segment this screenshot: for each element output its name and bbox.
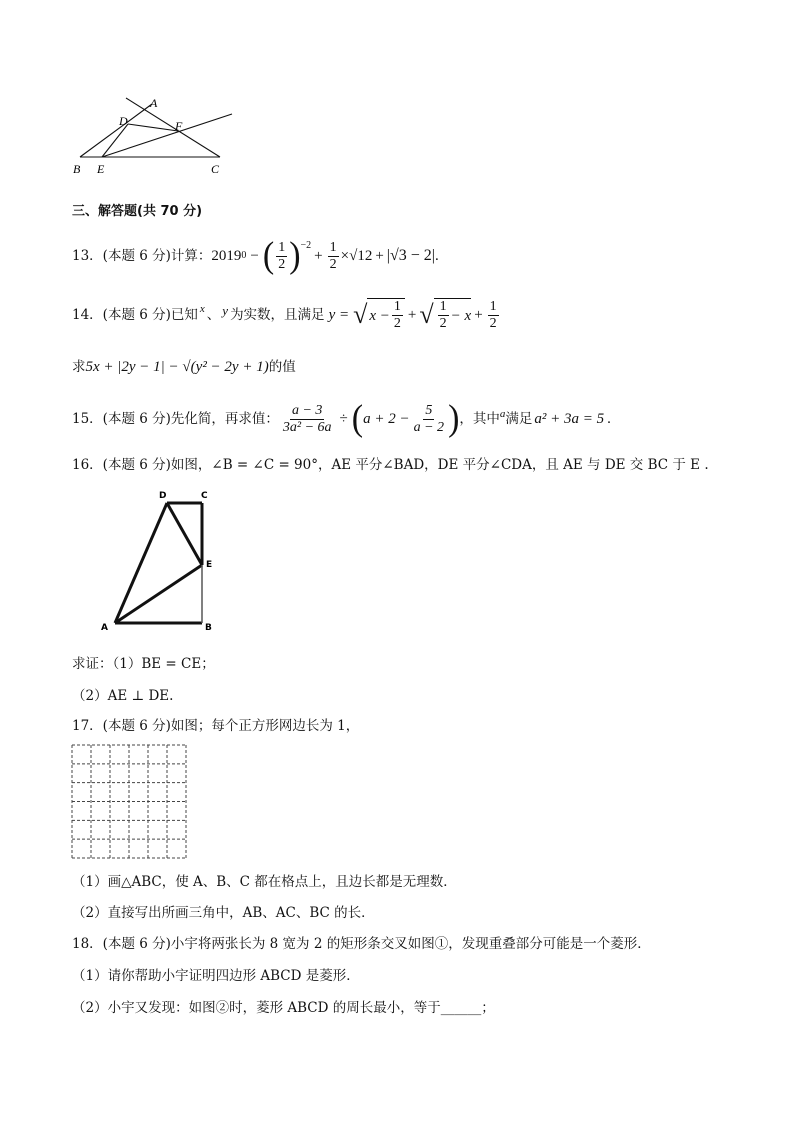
q14-condition-label: 为实数，且满足	[230, 307, 325, 323]
triangle-figure	[60, 92, 250, 182]
q16-prove-1: 求证：（1）BE = CE；	[72, 656, 215, 672]
q15-div: ÷	[339, 411, 348, 427]
q14-line2-suffix: 的值	[268, 359, 296, 375]
point-label-d: D	[119, 114, 128, 128]
q13-minus: −	[250, 248, 259, 264]
question-17: 17．(本题 6 分)如图；每个正方形网边长为 1，	[72, 718, 360, 734]
label-a: A	[101, 623, 108, 633]
q13-sqrt12: √12	[349, 248, 373, 264]
q15-condition: a² + 3a = 5	[534, 411, 605, 427]
label-e: E	[206, 560, 213, 570]
q15-var-a: a	[499, 408, 506, 420]
q15-prefix: 15．(本题 6 分)先化简，再求值：	[72, 411, 279, 427]
q14-line2-expr: 5x + |2y − 1| − √(y² − 2y + 1)	[85, 359, 269, 375]
q13-frac-half-2: $\frac{1}{2}$	[329, 239, 337, 272]
point-label-c: C	[211, 162, 220, 176]
point-label-a: A	[150, 96, 158, 110]
question-15: 15．(本题 6 分)先化简，再求值： $\frac{a - 3}{\text{3a² − 6a}}$ ÷ ( a + 2 − $\frac{5}{a - 2}$ ) ，其中 a 满足 a² + 3a = 5 .	[72, 398, 611, 439]
q14-line2-prefix: 求	[72, 359, 86, 375]
question-14-line2	[72, 357, 296, 377]
q14-plus: +	[407, 307, 417, 323]
q14-prefix: 14．(本题 6 分)已知	[72, 307, 198, 323]
q13-plus1: +	[314, 248, 323, 264]
q14-minus-x: − x	[450, 307, 472, 324]
point-label-e: E	[97, 162, 105, 176]
question-16: 16．(本题 6 分)如图，∠B = ∠C = 90°，AE 平分∠BAD，DE 平分∠CDA，且 AE 与 DE 交 BC 于 E .	[72, 457, 709, 473]
q13-plus2: +	[375, 248, 384, 264]
q14-y-eq: y =	[328, 307, 350, 323]
q13-year: 2019	[211, 248, 242, 264]
q14-plus2: +	[474, 307, 483, 323]
point-label-f: F	[175, 119, 183, 133]
q14-x-minus: x −	[369, 307, 390, 324]
quadrilateral-figure	[95, 485, 225, 635]
label-d: D	[159, 491, 167, 501]
q18-part-2: （2）小宇又发现：如图②时，菱形 ABCD 的周长最小，等于______；	[72, 1000, 495, 1016]
point-label-b: B	[73, 162, 81, 176]
q15-end: .	[607, 411, 611, 427]
q16-prove-2: （2）AE ⊥ DE.	[72, 688, 174, 704]
question-18: 18．(本题 6 分)小宇将两张长为 8 宽为 2 的矩形条交叉如图①，发现重叠部分可能是一个菱形．	[72, 936, 651, 952]
section-title: 三、解答题(共 70 分)	[72, 204, 203, 219]
q13-exp-neg2: −2	[300, 240, 312, 251]
square-grid	[70, 743, 190, 861]
q13-times: ×	[340, 248, 350, 264]
q15-suffix2: 满足	[505, 411, 533, 427]
question-14: 14．(本题 6 分)已知 x 、 y 为实数，且满足 y = √ x − $\frac{1}{2}$ + √ $\frac{1}{2}$ − x + $\frac{1}{2}$	[72, 298, 497, 331]
label-b: B	[205, 623, 212, 633]
q15-suffix1: ，其中	[459, 411, 500, 427]
q14-var-y: y	[222, 303, 229, 318]
q13-exp0: 0	[241, 250, 247, 261]
q18-part-1: （1）请你帮助小宇证明四边形 ABCD 是菱形．	[72, 968, 360, 984]
q13-abs: |√3 − 2|	[386, 247, 436, 264]
q15-inner-a: a + 2 −	[363, 411, 410, 427]
q14-sep: 、	[206, 307, 221, 323]
label-c: C	[201, 491, 208, 501]
q14-var-x: x	[199, 303, 205, 315]
q15-frac1: $\frac{a - 3}{\text{3a² − 6a}}$	[282, 402, 332, 435]
q17-part-2: （2）直接写出所画三角中，AB、AC、BC 的长．	[72, 905, 375, 921]
q13-frac-half: $\frac{1}{2}$	[278, 239, 286, 272]
q15-frac2: $\frac{5}{a - 2}$	[413, 402, 445, 435]
q13-period: .	[435, 248, 439, 264]
q17-part-1: （1）画△ABC，使 A、B、C 都在格点上，且边长都是无理数．	[72, 874, 457, 890]
question-13: 13．(本题 6 分)计算： 2019 0 − ( $\frac{1}{2}$ ) $^{-2}$ + $\frac{1}{2}$ × √12 + |√3 − 2| .	[72, 235, 439, 276]
q13-prefix: 13．(本题 6 分)计算：	[72, 248, 212, 264]
